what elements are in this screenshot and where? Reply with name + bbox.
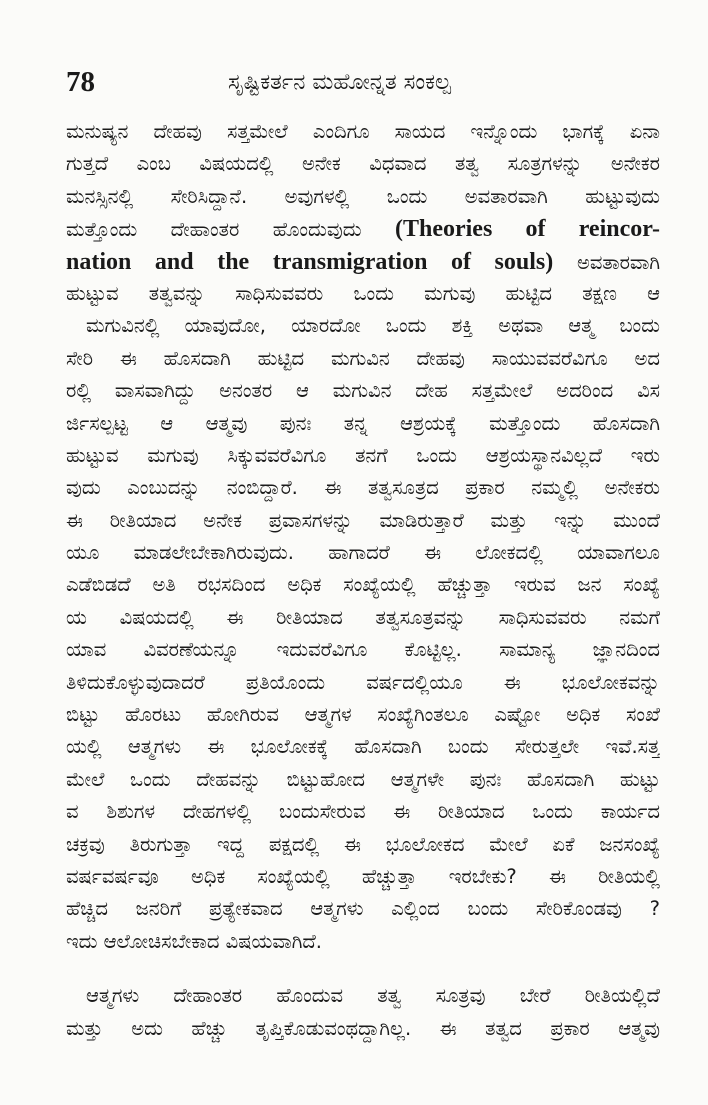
text-line: ರ್ಜಿಸಲ್ಪಟ್ಟ ಆ ಆತ್ಮವು ಪುನಃ ತನ್ನ ಆಶ್ರಯಕ್ಕೆ ಮತ್ತೊಂದು ಹೊಸದಾಗಿ <box>66 411 660 435</box>
text-line: ರಲ್ಲಿ ವಾಸವಾಗಿದ್ದು ಅನಂತರ ಆ ಮಗುವಿನ ದೇಹ ಸತ್ತಮೇಲೆ ಅದರಿಂದ ವಿಸ <box>66 379 660 403</box>
text-line: ಯಾವ ವಿವರಣೆಯನ್ನೂ ಇದುವರೆವಿಗೂ ಕೊಟ್ಟಿಲ್ಲ. ಸಾಮಾನ್ಯ ಜ್ಞಾನದಿಂದ <box>66 638 660 662</box>
text-line: ಚಕ್ರವು ತಿರುಗುತ್ತಾ ಇದ್ದ ಪಕ್ಷದಲ್ಲಿ ಈ ಭೂಲೋಕದ ಮೇಲೆ ಏಕೆ ಜನಸಂಖ್ಯೆ <box>66 832 660 856</box>
text-line: ಮತ್ತು ಅದು ಹೆಚ್ಚು ತೃಪ್ತಿಕೊಡುವಂಥದ್ದಾಗಿಲ್ಲ. ಈ ತತ್ವದ ಪ್ರಕಾರ ಆತ್ಮವು <box>66 1016 660 1040</box>
english-term: (Theories of reincor- <box>394 216 660 243</box>
text-line: ತಿಳಿದುಕೊಳ್ಳುವುದಾದರೆ ಪ್ರತಿಯೊಂದು ವರ್ಷದಲ್ಲಿಯೂ ಈ ಭೂಲೋಕವನ್ನು <box>66 670 660 694</box>
text-line: ಬಿಟ್ಟು ಹೊರಟು ಹೋಗಿರುವ ಆತ್ಮಗಳ ಸಂಖ್ಯೆಗಿಂತಲೂ ಎಷ್ಟೋ ಅಧಿಕ ಸಂಖೆ <box>66 703 660 727</box>
text-line-mixed <box>66 246 660 278</box>
page-number: 78 <box>66 66 95 98</box>
text-line: ವರ್ಷವರ್ಷವೂ ಅಧಿಕ ಸಂಖ್ಯೆಯಲ್ಲಿ ಹೆಚ್ಚುತ್ತಾ ಇರಬೇಕು? ಈ ರೀತಿಯಲ್ಲಿ <box>66 864 660 888</box>
text-line: ಮನಸ್ಸಿನಲ್ಲಿ ಸೇರಿಸಿದ್ದಾನೆ. ಅವುಗಳಲ್ಲಿ ಒಂದು ಅವತಾರವಾಗಿ ಹುಟ್ಟುವುದು <box>66 184 660 208</box>
text-line: ಮೇಲೆ ಒಂದು ದೇಹವನ್ನು ಬಿಟ್ಟುಹೋದ ಆತ್ಮಗಳೇ ಪುನಃ ಹೊಸದಾಗಿ ಹುಟ್ಟು <box>66 767 660 791</box>
text-line: ಯಲ್ಲಿ ಆತ್ಮಗಳು ಈ ಭೂಲೋಕಕ್ಕೆ ಹೊಸದಾಗಿ ಬಂದು ಸೇರುತ್ತಲೇ ಇವೆ.ಸತ್ತ <box>66 735 660 759</box>
text-line: ಯೂ ಮಾಡಲೇಬೇಕಾಗಿರುವುದು. ಹಾಗಾದರೆ ಈ ಲೋಕದಲ್ಲಿ ಯಾವಾಗಲೂ <box>66 541 660 565</box>
text-line: ವ ಶಿಶುಗಳ ದೇಹಗಳಲ್ಲಿ ಬಂದುಸೇರುವ ಈ ರೀತಿಯಾದ ಒಂದು ಕಾರ್ಯದ <box>66 800 660 824</box>
text-line: ಇದು ಆಲೋಚಿಸಬೇಕಾದ ವಿಷಯವಾಗಿದೆ. <box>66 929 323 953</box>
text-line: ಯ ವಿಷಯದಲ್ಲಿ ಈ ರೀತಿಯಾದ ತತ್ವಸೂತ್ರವನ್ನು ಸಾಧಿಸುವವರು ನಮಗೆ <box>66 605 660 629</box>
text-line: ಎಡೆಬಿಡದೆ ಅತಿ ರಭಸದಿಂದ ಅಧಿಕ ಸಂಖ್ಯೆಯಲ್ಲಿ ಹೆಚ್ಚುತ್ತಾ ಇರುವ ಜನ ಸಂಖ್ಯೆ <box>66 573 660 597</box>
text-line: ಈ ರೀತಿಯಾದ ಅನೇಕ ಪ್ರವಾಸಗಳನ್ನು ಮಾಡಿರುತ್ತಾರೆ ಮತ್ತು ಇನ್ನು ಮುಂದೆ <box>66 508 660 532</box>
text-line: ಆತ್ಮಗಳು ದೇಹಾಂತರ ಹೊಂದುವ ತತ್ವ ಸೂತ್ರವು ಬೇರೆ ರೀತಿಯಲ್ಲಿದೆ <box>86 984 660 1008</box>
text-line: ಸೇರಿ ಈ ಹೊಸದಾಗಿ ಹುಟ್ಟಿದ ಮಗುವಿನ ದೇಹವು ಸಾಯುವವರೆವಿಗೂ ಅದ <box>66 346 660 370</box>
paragraph-gap <box>66 958 660 980</box>
text-fragment: ಮತ್ತೊಂದು ದೇಹಾಂತರ ಹೊಂದುವುದು <box>66 218 362 242</box>
text-line: ಮನುಷ್ಯನ ದೇಹವು ಸತ್ತಮೇಲೆ ಎಂದಿಗೂ ಸಾಯದ ಇನ್ನೊಂದು ಭಾಗಕ್ಕೆ ಏನಾ <box>66 120 660 143</box>
text-line: ಹುಟ್ಟುವ ಮಗುವು ಸಿಕ್ಕುವವರೆವಿಗೂ ತನಗೆ ಒಂದು ಆಶ್ರಯಸ್ಥಾನವಿಲ್ಲದೆ ಇರು <box>66 443 660 467</box>
text-line: ಗುತ್ತದೆ ಎಂಬ ವಿಷಯದಲ್ಲಿ ಅನೇಕ ವಿಧವಾದ ತತ್ವ ಸೂತ್ರಗಳನ್ನು ಅನೇಕರ <box>66 152 660 176</box>
page-header <box>66 62 666 106</box>
text-fragment: ಅವತಾರವಾಗಿ <box>577 250 660 274</box>
english-term: nation and the transmigration of souls) <box>66 248 554 275</box>
body-text <box>66 116 660 1045</box>
text-line: ಹೆಚ್ಚಿದ ಜನರಿಗೆ ಪ್ರತ್ಯೇಕವಾದ ಆತ್ಮಗಳು ಎಲ್ಲಿಂದ ಬಂದು ಸೇರಿಕೊಂಡವು ? <box>66 897 660 921</box>
running-title: ಸೃಷ್ಟಿಕರ್ತನ ಮಹೋನ್ನತ ಸಂಕಲ್ಪ <box>228 70 451 95</box>
text-line: ಮಗುವಿನಲ್ಲಿ ಯಾವುದೋ, ಯಾರದೋ ಒಂದು ಶಕ್ತಿ ಅಥವಾ ಆತ್ಮ ಬಂದು <box>86 314 660 338</box>
text-line: ಹುಟ್ಟುವ ತತ್ವವನ್ನು ಸಾಧಿಸುವವರು ಒಂದು ಮಗುವು ಹುಟ್ಟಿದ ತಕ್ಷಣ ಆ <box>66 281 660 305</box>
text-line: ವುದು ಎಂಬುದನ್ನು ನಂಬಿದ್ದಾರೆ. ಈ ತತ್ವಸೂತ್ರದ ಪ್ರಕಾರ ನಮ್ಮಲ್ಲಿ ಅನೇಕರು <box>66 476 660 500</box>
text-line-mixed <box>66 213 660 245</box>
